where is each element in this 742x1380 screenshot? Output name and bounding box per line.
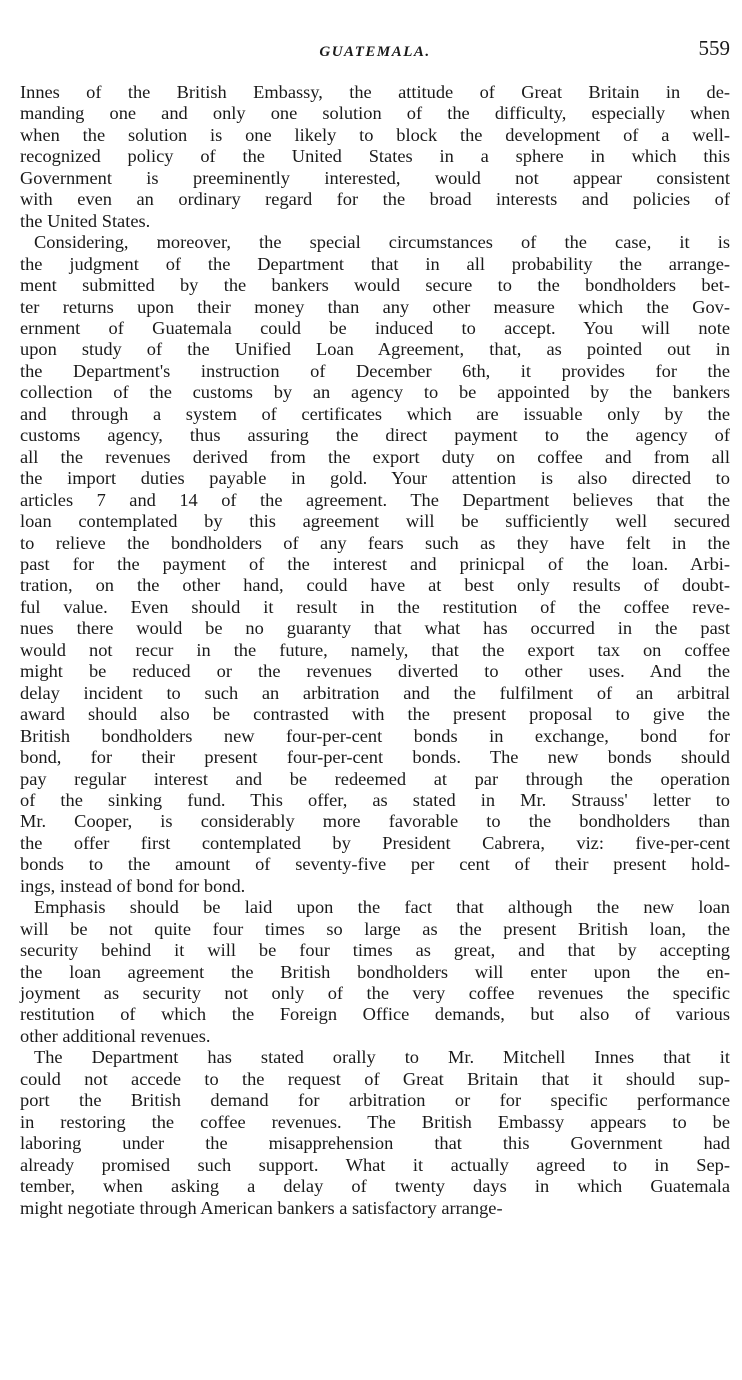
text-line: might negotiate through American bankers a satisfactory arrange- — [20, 1197, 503, 1218]
text-line: ful value. Even should it result in the restitution of the coffee reve- — [20, 596, 730, 617]
page-number: 559 — [698, 36, 730, 60]
text-line: security behind it will be four times as great, and that by accepting — [20, 940, 730, 961]
text-line: The Department has stated orally to Mr. Mitchell Innes that it — [34, 1047, 730, 1068]
text-line: will be not quite four times so large as the present British loan, the — [20, 918, 730, 939]
text-line: the United States. — [20, 210, 151, 231]
text-line: past for the payment of the interest and prinicpal of the loan. Arbi- — [20, 553, 730, 574]
paragraph — [20, 232, 730, 897]
running-header — [20, 36, 730, 66]
text-line: customs agency, thus assuring the direct payment to the agency of — [20, 425, 730, 446]
text-line: British bondholders new four-per-cent bonds in exchange, bond for — [20, 725, 730, 746]
text-line: Mr. Cooper, is considerably more favorable to the bondholders than — [20, 811, 730, 832]
text-line: to relieve the bondholders of any fears such as they have felt in the — [20, 532, 730, 553]
text-line: Government is preeminently interested, would not appear consistent — [20, 167, 730, 188]
text-line: of the sinking fund. This offer, as stated in Mr. Strauss' letter to — [20, 789, 730, 810]
text-line: would not recur in the future, namely, that the export tax on coffee — [20, 639, 730, 660]
body-text — [20, 82, 730, 1219]
text-line: Considering, moreover, the special circumstances of the case, it is — [34, 232, 730, 253]
text-line: upon study of the Unified Loan Agreement, that, as pointed out in — [20, 339, 730, 360]
text-line: when the solution is one likely to block the development of a well- — [20, 124, 730, 145]
text-line: restitution of which the Foreign Office demands, but also of various — [20, 1004, 730, 1025]
text-line: nues there would be no guaranty that what has occurred in the past — [20, 618, 730, 639]
text-line: joyment as security not only of the very coffee revenues the specific — [20, 983, 730, 1004]
text-line: pay regular interest and be redeemed at par through the operation — [20, 768, 730, 789]
text-line: articles 7 and 14 of the agreement. The Department believes that the — [20, 489, 730, 510]
text-line: in restoring the coffee revenues. The British Embassy appears to be — [20, 1111, 730, 1132]
paragraph — [20, 82, 730, 232]
text-line: other additional revenues. — [20, 1025, 211, 1046]
text-line: ment submitted by the bankers would secure to the bondholders bet- — [20, 275, 730, 296]
text-line: collection of the customs by an agency to be appointed by the bankers — [20, 382, 730, 403]
text-line: ernment of Guatemala could be induced to accept. You will note — [20, 317, 730, 338]
text-line: Innes of the British Embassy, the attitude of Great Britain in de- — [20, 82, 730, 102]
text-line: the import duties payable in gold. Your attention is also directed to — [20, 468, 730, 489]
text-line: the loan agreement the British bondholders will enter upon the en- — [20, 961, 730, 982]
text-line: the Department's instruction of December 6th, it provides for the — [20, 360, 730, 381]
running-title: GUATEMALA. — [319, 44, 431, 60]
text-line: the judgment of the Department that in all probability the arrange- — [20, 253, 730, 274]
text-line: all the revenues derived from the export duty on coffee and from all — [20, 446, 730, 467]
text-line: manding one and only one solution of the difficulty, especially when — [20, 103, 730, 124]
text-line: tember, when asking a delay of twenty days in which Guatemala — [20, 1176, 730, 1197]
text-line: delay incident to such an arbitration and the fulfilment of an arbitral — [20, 682, 730, 703]
text-line: could not accede to the request of Great Britain that it should sup- — [20, 1068, 730, 1089]
text-line: ings, instead of bond for bond. — [20, 875, 246, 896]
text-line: already promised such support. What it actually agreed to in Sep- — [20, 1154, 730, 1175]
text-line: laboring under the misapprehension that this Government had — [20, 1133, 730, 1154]
text-line: bonds to the amount of seventy-five per cent of their present hold- — [20, 854, 730, 875]
text-line: ter returns upon their money than any other measure which the Gov- — [20, 296, 730, 317]
text-line: award should also be contrasted with the present proposal to give the — [20, 704, 730, 725]
text-line: loan contemplated by this agreement will be sufficiently well secured — [20, 511, 730, 532]
text-line: might be reduced or the revenues diverted to other uses. And the — [20, 661, 730, 682]
text-line: tration, on the other hand, could have at best only results of doubt- — [20, 575, 730, 596]
paragraph — [20, 897, 730, 1047]
text-line: the offer first contemplated by President Cabrera, viz: five-per-cent — [20, 832, 730, 853]
text-line: port the British demand for arbitration or for specific performance — [20, 1090, 730, 1111]
text-line: bond, for their present four-per-cent bonds. The new bonds should — [20, 747, 730, 768]
text-line: and through a system of certificates which are issuable only by the — [20, 403, 730, 424]
text-line: recognized policy of the United States in a sphere in which this — [20, 146, 730, 167]
paragraph — [20, 1047, 730, 1219]
text-line: with even an ordinary regard for the broad interests and policies of — [20, 189, 730, 210]
text-line: Emphasis should be laid upon the fact that although the new loan — [34, 897, 730, 918]
